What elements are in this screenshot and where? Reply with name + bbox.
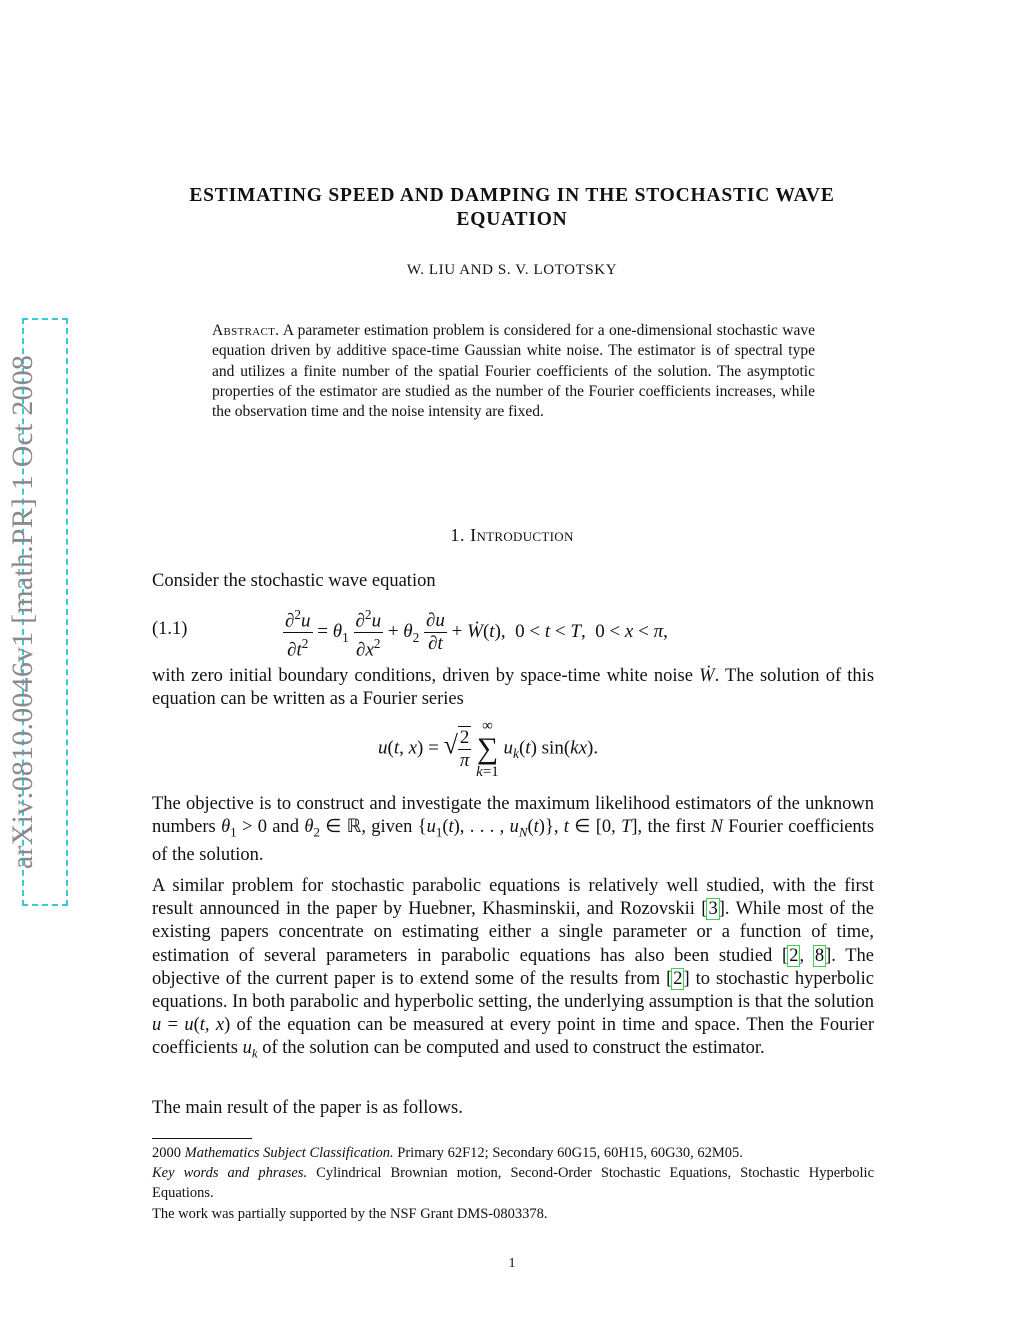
intro-line: Consider the stochastic wave equation <box>152 571 436 591</box>
footnote-rule <box>152 1138 252 1139</box>
abstract-text: A parameter estimation problem is considered for a one-dimensional stochastic wave equation driven by additive space-time Gaussian white noise. The estimator is of spectral type and utilizes a finite number of the spatial Fourier coefficients of the solution. The asymptotic properties of the estimator are studied as the number of the Fourier coefficients increases, while the observation time and the noise intensity are fixed. <box>212 322 815 421</box>
equation-fourier-series: u(t, x) = √ $\frac{2}{\pi}$ ∞ ∑ k=1 $u_k(t)$ sin(kx). <box>378 718 599 780</box>
citation-link-8[interactable]: 8 <box>814 945 825 966</box>
section-number: 1. <box>450 525 466 545</box>
main-result-line: The main result of the paper is as follows. <box>152 1098 463 1118</box>
arxiv-identifier: arXiv:0810.0046v1 [math.PR] 1 Oct 2008 <box>6 354 39 870</box>
footnote-msc: 2000 Mathematics Subject Classification. Primary 62F12; Secondary 60G15, 60H15, 60G30, 62M05. <box>152 1145 743 1161</box>
section-heading <box>150 525 874 546</box>
section-title: Introduction <box>470 525 574 545</box>
citation-link-2[interactable]: 2 <box>789 945 799 966</box>
abstract <box>212 321 815 422</box>
literature-paragraph: A similar problem for stochastic parabolic equations is relatively well studied, with the first result announced in the paper by Huebner, Khasminskii, and Rozovskii [3]. While most of the existing papers concentrate on estimating either a single parameter or a function of time, estimation of several parameters in parabolic equations has also been studied [2, 8]. The objective of the current paper is to extend some of the results from [2] to stochastic hyperbolic equations. In both parabolic and hyperbolic setting, the underlying assumption is that the solution u = u(t, x) of the equation can be measured at every point in time and space. Then the Fourier coefficients $u_k$ of the solution can be computed and used to construct the estimator. <box>152 876 875 1062</box>
paragraph-after-equation: with zero initial boundary conditions, driven by space-time white noise Ẇ. The solution of this equation can be written as a Fourier series <box>152 666 875 710</box>
equation-label: (1.1) <box>152 619 188 639</box>
page-number: 1 <box>508 1256 516 1271</box>
footnote-grant: The work was partially supported by the NSF Grant DMS-0803378. <box>152 1206 548 1222</box>
paper-title: ESTIMATING SPEED AND DAMPING IN THE STOCHASTIC WAVE EQUATION <box>189 185 835 230</box>
citation-link-3[interactable]: 3 <box>708 899 718 920</box>
abstract-label: Abstract. <box>212 322 280 339</box>
footnote-keywords: Key words and phrases. Cylindrical Brownian motion, Second-Order Stochastic Equations, Stochastic Hyperbolic Equations. <box>152 1165 875 1201</box>
citation-link-2b[interactable]: 2 <box>673 968 683 989</box>
equation-1-1: $\frac{\partial^2u}{\partial t^2}$ = $\theta_1$ $\frac{\partial^2u}{\partial x^2}$ + $\theta_2$ $\frac{\partial u}{\partial t}$ + Ẇ(t), 0 < t < T, 0 < x < π, <box>283 604 668 662</box>
paper-authors: W. LIU AND S. V. LOTOTSKY <box>406 262 618 278</box>
objective-paragraph: The objective is to construct and investigate the maximum likelihood estimators of the unknown numbers $\theta_1 > 0$ and $\theta_2$ ∈ ℝ, given {$u_1(t)$, . . . , $u_N(t)$}, t ∈ [0, T], the first N Fourier coefficients of the solution. <box>152 794 875 866</box>
